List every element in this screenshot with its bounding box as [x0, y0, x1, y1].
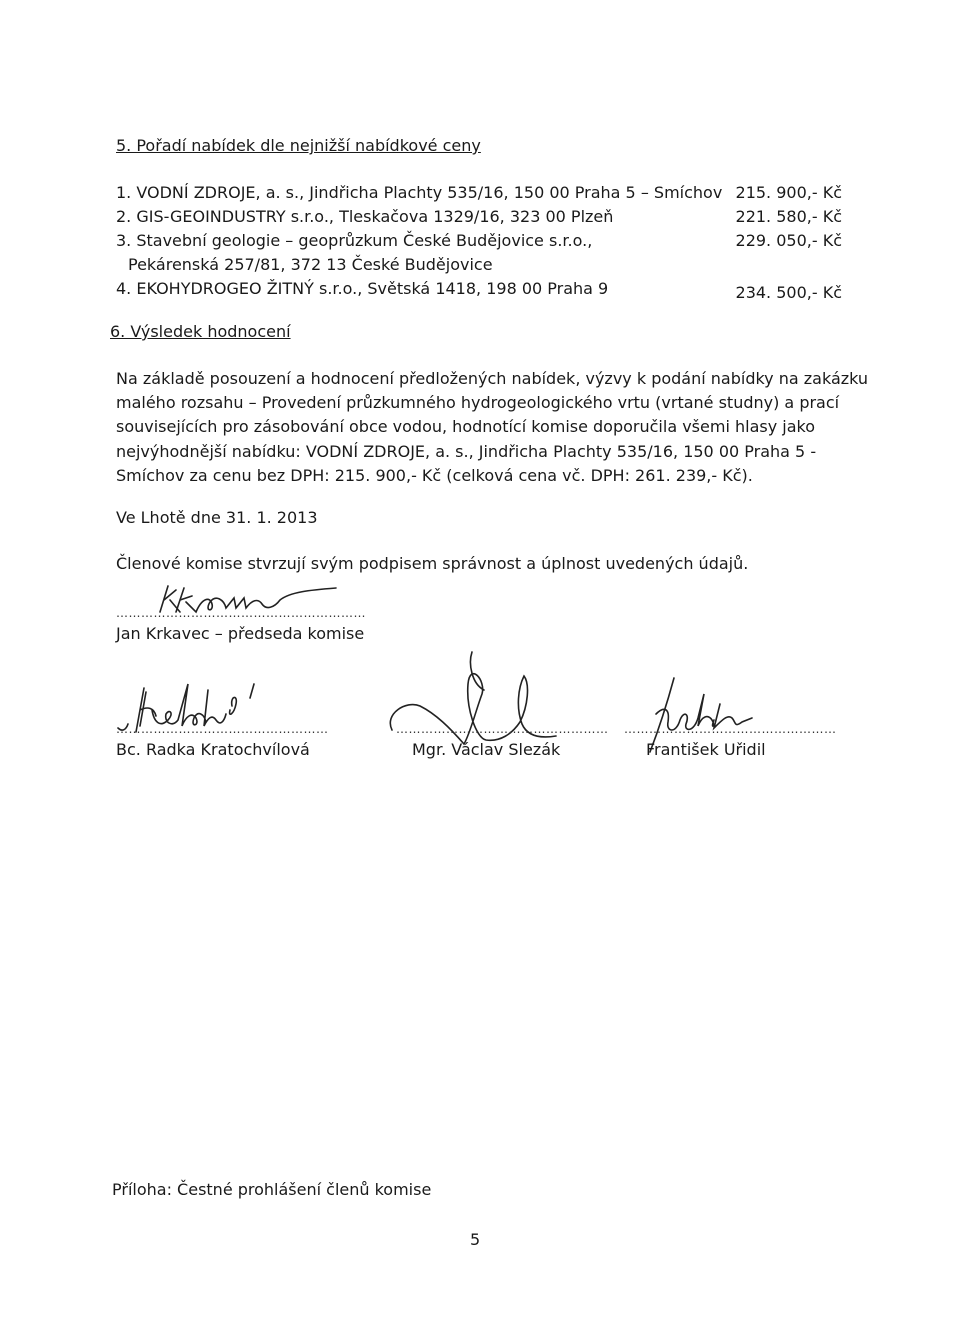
result-heading: 6. Výsledek hodnocení [110, 322, 291, 341]
ranking-item-name: 3. Stavební geologie – geoprůzkum České Budějovice s.r.o., [116, 231, 593, 250]
result-line: Na základě posouzení a hodnocení předložených nabídek, výzvy k podání nabídky na zakázku [116, 369, 869, 388]
ranking-item-price: 229. 050,- Kč [735, 231, 842, 250]
ranking-item [116, 277, 842, 305]
ranking-item [116, 205, 842, 229]
member2-signature-line: …………………………………………… [396, 722, 609, 736]
attachment-note: Příloha: Čestné prohlášení členů komise [112, 1180, 432, 1199]
ranking-item-name: 1. VODNÍ ZDROJE, a. s., Jindřicha Plachty 535/16, 150 00 Praha 5 – Smíchov [116, 183, 723, 202]
date-line: Ve Lhotě dne 31. 1. 2013 [116, 508, 318, 527]
ranking-item-price: 215. 900,- Kč [735, 183, 842, 202]
ranking-item-price: 221. 580,- Kč [735, 207, 842, 226]
result-paragraph [116, 367, 869, 488]
ranking-item-address: Pekárenská 257/81, 372 13 České Budějovice [128, 255, 493, 274]
page-number: 5 [470, 1230, 481, 1249]
ranking-item [116, 229, 842, 253]
member1-signature-line: …………………………………………… [116, 722, 329, 736]
result-heading-block [110, 320, 291, 344]
ranking-item [116, 181, 842, 205]
result-line: malého rozsahu – Provedení průzkumného hydrogeologického vrtu (vrtané studny) a prací [116, 393, 840, 413]
ranking-heading: 5. Pořadí nabídek dle nejnižší nabídkové ceny [116, 136, 481, 155]
ranking-item-continuation [116, 253, 842, 277]
member1-name: Bc. Radka Kratochvílová [116, 740, 310, 759]
member2-name: Mgr. Václav Slezák [412, 740, 561, 759]
result-line: souvisejících pro zásobování obce vodou, hodnotící komise doporučila všemi hlasy jako [116, 417, 815, 437]
chair-name: Jan Krkavec – předseda komise [116, 624, 365, 643]
result-line: Smíchov za cenu bez DPH: 215. 900,- Kč (celková cena vč. DPH: 261. 239,- Kč). [116, 465, 753, 485]
member3-signature-line: …………………………………………… [624, 722, 837, 736]
ranking-item-price: 234. 500,- Kč [735, 283, 842, 302]
ranking-item-name: 4. EKOHYDROGEO ŽITNÝ s.r.o., Světská 1418, 198 00 Praha 9 [116, 279, 609, 298]
ranking-item-name: 2. GIS-GEOINDUSTRY s.r.o., Tleskačova 1329/16, 323 00 Plzeň [116, 207, 614, 226]
confirmation-statement: Členové komise stvrzují svým podpisem správnost a úplnost uvedených údajů. [116, 554, 749, 573]
result-line: nejvýhodnější nabídku: VODNÍ ZDROJE, a. s., Jindřicha Plachty 535/16, 150 00 Praha 5 - [116, 441, 817, 461]
ranking-list [116, 181, 842, 305]
member3-name: František Uřidil [646, 740, 766, 759]
chair-signature-line: …………………………………………………… [116, 606, 366, 620]
